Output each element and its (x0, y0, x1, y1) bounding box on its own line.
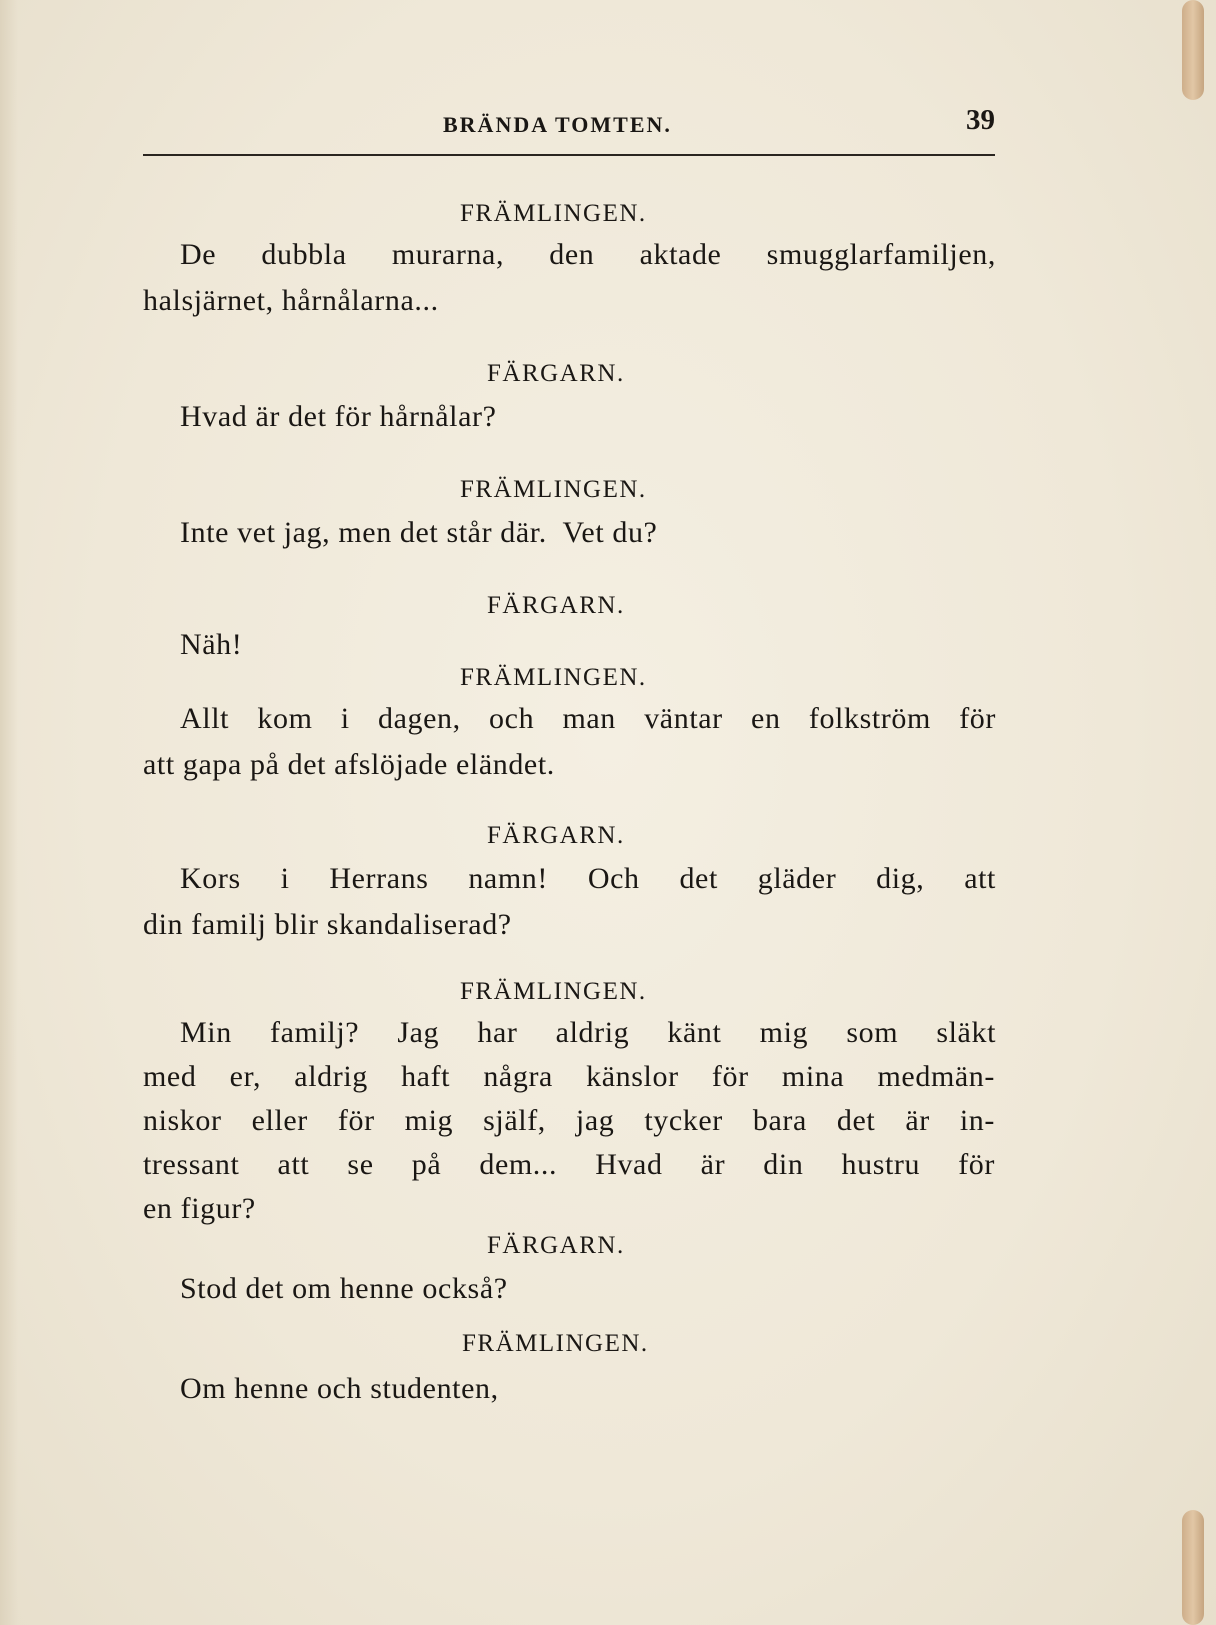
dialogue-line: Stod det om henne också? (180, 1272, 508, 1305)
dialogue-line: Kors i Herrans namn! Och det gläder dig, att (180, 862, 996, 895)
speaker-name: FÄRGARN. (487, 822, 625, 849)
page-header (143, 100, 995, 140)
speaker-name: FRÄMLINGEN. (460, 200, 647, 227)
dialogue-line: Om henne och studenten, (180, 1372, 499, 1405)
dialogue-line: Hvad är det för hårnålar? (180, 400, 497, 433)
speaker-name: FRÄMLINGEN. (462, 1330, 649, 1357)
speaker-name: FRÄMLINGEN. (460, 664, 647, 691)
binding-tab-bottom (1182, 1510, 1204, 1625)
running-title: BRÄNDA TOMTEN. (443, 112, 672, 137)
speaker-name: FÄRGARN. (487, 1232, 625, 1259)
dialogue-line: att gapa på det afslöjade eländet. (143, 748, 555, 781)
dialogue-line: Allt kom i dagen, och man väntar en folkström för (180, 702, 996, 735)
page-shadow (0, 0, 18, 1625)
speaker-name: FÄRGARN. (487, 592, 625, 619)
dialogue-line: niskor eller för mig själf, jag tycker bara det är in- (143, 1104, 995, 1137)
dialogue-line: tressant att se på dem... Hvad är din hustru för (143, 1148, 995, 1181)
header-rule (143, 154, 995, 156)
dialogue-line: din familj blir skandaliserad? (143, 908, 512, 941)
dialogue-line: med er, aldrig haft några känslor för mina medmän- (143, 1060, 995, 1093)
dialogue-line: Näh! (180, 628, 243, 661)
dialogue-line: en figur? (143, 1192, 256, 1225)
dialogue-line: halsjärnet, hårnålarna... (143, 284, 439, 317)
speaker-name: FRÄMLINGEN. (460, 978, 647, 1005)
dialogue-line: De dubbla murarna, den aktade smugglarfamiljen, (180, 238, 996, 271)
dialogue-line: Inte vet jag, men det står där. Vet du? (180, 516, 658, 549)
dialogue-line: Min familj? Jag har aldrig känt mig som släkt (180, 1016, 996, 1049)
speaker-name: FÄRGARN. (487, 360, 625, 387)
speaker-name: FRÄMLINGEN. (460, 476, 647, 503)
binding-tab-top (1182, 0, 1204, 100)
page-number: 39 (966, 104, 995, 136)
